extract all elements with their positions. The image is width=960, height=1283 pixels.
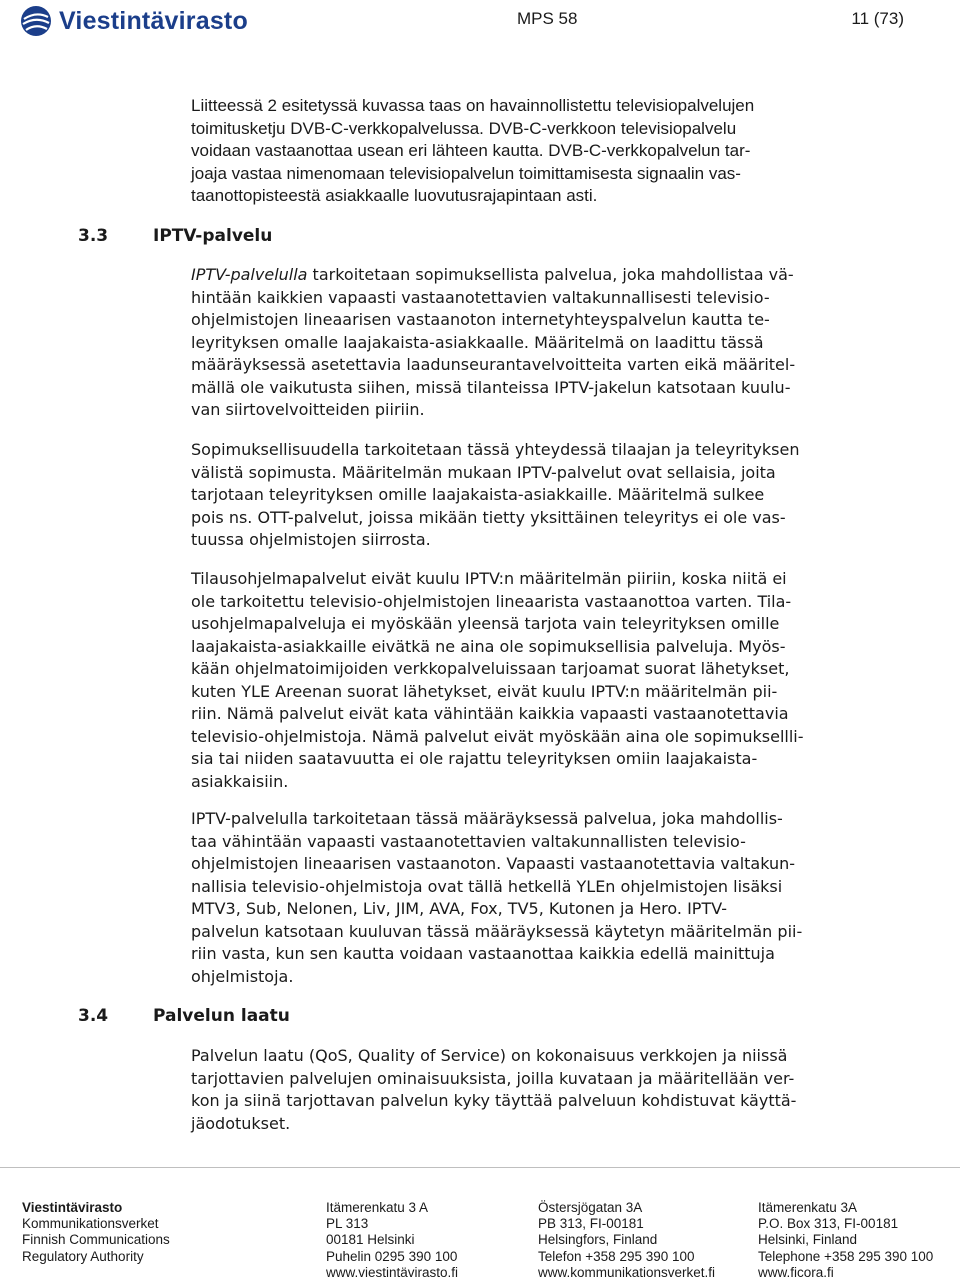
- agency-logo: [20, 5, 248, 37]
- text-line: taanottopisteestä asiakkaalle luovutusrajapintaan asti.: [191, 186, 598, 205]
- text-line: Tilausohjelmapalvelut eivät kuulu IPTV:n määritelmän piiriin, koska niitä ei: [191, 569, 787, 588]
- footer-text: Helsingfors, Finland: [538, 1232, 658, 1248]
- text-line: voidaan vastaanottaa usean eri lähteen kautta. DVB-C-verkkopalvelun tar-: [191, 141, 751, 160]
- text-line: nallisia televisio-ohjelmistoja ovat tällä hetkellä YLEn ohjelmistojen lisäksi: [191, 876, 783, 896]
- text-line: tuussa ohjelmistojen siirrosta.: [191, 530, 431, 549]
- text-line: tarjottavien palvelujen ominaisuuksista, joilla kuvataan ja määritellään ver-: [191, 1068, 795, 1088]
- iptv-definition-paragraph: [191, 264, 903, 422]
- text-line: Liitteessä 2 esitetyssä kuvassa taas on havainnollistettu televisiopalvelujen: [191, 96, 755, 115]
- text-line: hintään kaikkien vapaasti vastaanotettavien valtakunnallisesti televisio-: [191, 287, 770, 307]
- text-line: ole tarkoitettu televisio-ohjelmistojen lineaarista vastaanottoa varten. Tila-: [191, 591, 792, 611]
- text-line: joaja vastaa nimenomaan televisiopalvelun toimittamisesta signaalin vas-: [191, 163, 741, 183]
- text-line: jäodotukset.: [191, 1113, 291, 1133]
- text-line: laajakaista-asiakkaille eivätkä ne aina ole sopimuksellisia palveluja. Myös-: [191, 636, 786, 656]
- footer-text: 00181 Helsinki: [326, 1232, 415, 1248]
- section-number: 3.3: [78, 226, 109, 246]
- footer-address-en: [758, 1200, 933, 1281]
- text-line: usohjelmapalveluja ei myöskään yleensä tarjota vain teleyrityksen omille: [191, 614, 780, 633]
- footer-address-sv: [538, 1200, 715, 1281]
- on-demand-paragraph: [191, 568, 903, 793]
- defined-term: IPTV-palvelulla: [191, 265, 308, 284]
- footer-link[interactable]: www.viestintävirasto.fi: [326, 1264, 459, 1280]
- footer-text: Telephone +358 295 390 100: [758, 1248, 934, 1264]
- intro-paragraph: [191, 95, 903, 208]
- text-line: ohjelmistojen lineaarisen vastaanoton internetyhteyspalvelun kautta te-: [191, 310, 770, 329]
- text-line: määräyksessä asetettavia laadunseurantavelvoitteita varten eikä määritel-: [191, 355, 796, 374]
- footer-text: Finnish Communications: [22, 1232, 170, 1248]
- section-title: IPTV-palvelu: [153, 226, 273, 246]
- footer-text: Puhelin 0295 390 100: [326, 1248, 458, 1264]
- footer-agency-names: [22, 1200, 170, 1265]
- text-line: Sopimuksellisuudella tarkoitetaan tässä yhteydessä tilaajan ja teleyrityksen: [191, 440, 800, 459]
- footer-text: PL 313: [326, 1216, 369, 1232]
- text-line: mällä ole vaikutusta siihen, missä tilanteissa IPTV-jakelun katsotaan kuulu-: [191, 377, 791, 397]
- text-line: ohjelmistoja.: [191, 966, 294, 986]
- qos-paragraph: [191, 1045, 903, 1135]
- footer-text: P.O. Box 313, FI-00181: [758, 1216, 899, 1232]
- text-span: tarkoitetaan sopimuksellista palvelua, joka mahdollistaa vä-: [307, 265, 794, 284]
- footer-agency-name: Viestintävirasto: [22, 1200, 123, 1215]
- text-line: MTV3, Sub, Nelonen, Liv, JIM, AVA, Fox, TV5, Kutonen ja Hero. IPTV-: [191, 899, 728, 918]
- text-line: Palvelun laatu (QoS, Quality of Service) on kokonaisuus verkkojen ja niissä: [191, 1046, 788, 1065]
- text-line: asiakkaisiin.: [191, 771, 289, 791]
- text-line: taa vähintään vapaasti vastaanotettavien valtakunnallisten televisio-: [191, 831, 746, 851]
- footer-text: PB 313, FI-00181: [538, 1216, 644, 1232]
- document-id: MPS 58: [517, 9, 578, 28]
- text-line: tarjotaan teleyrityksen omille laajakaista-asiakkaille. Määritelmä sulkee: [191, 485, 765, 504]
- contractual-paragraph: [191, 439, 903, 552]
- footer-text: Östersjögatan 3A: [538, 1200, 643, 1215]
- footer-link[interactable]: www.kommunikationsverket.fi: [538, 1264, 716, 1280]
- text-line: televisio-ohjelmistoja. Nämä palvelut eivät myöskään aina ole sopimuksellli-: [191, 726, 804, 746]
- text-line: välistä sopimusta. Määritelmän mukaan IPTV-palvelut ovat sellaisia, joita: [191, 462, 776, 482]
- text-line: van siirtovelvoitteiden piiriin.: [191, 400, 425, 419]
- footer-text: Helsinki, Finland: [758, 1232, 858, 1248]
- text-line: IPTV-palvelulla tarkoitetaan tässä määräyksessä palvelua, joka mahdollis-: [191, 809, 783, 828]
- text-line: sia tai niiden saatavuutta ei ole rajattu teleyrityksen omiin laajakaista-: [191, 749, 758, 768]
- footer-link[interactable]: www.ficora.fi: [758, 1264, 834, 1280]
- section-number: 3.4: [78, 1006, 109, 1026]
- text-line: pois ns. OTT-palvelut, joissa mikään tietty yksittäinen teleyritys ei ole vas-: [191, 507, 786, 527]
- footer-text: Regulatory Authority: [22, 1248, 144, 1264]
- text-line: toimitusketju DVB-C-verkkopalvelussa. DVB-C-verkkoon televisiopalvelu: [191, 118, 737, 138]
- text-line: palvelun katsotaan kuuluvan tässä määräyksessä käytetyn määritelmän pii-: [191, 921, 803, 941]
- text-line: kään ohjelmatoimijoiden verkkopalveluissaan tarjoamat suorat lähetykset,: [191, 659, 790, 678]
- page-number: 11 (73): [851, 9, 904, 28]
- globe-logo-icon: [20, 5, 52, 37]
- section-title: Palvelun laatu: [153, 1006, 290, 1026]
- text-line: riin vasta, kun sen kautta voidaan vastaanottaa kaikkia edellä mainittuja: [191, 944, 775, 963]
- footer-divider: [0, 1167, 960, 1168]
- text-line: ohjelmistojen lineaarisen vastaanoton. Vapaasti vastaanotettavia valtakun-: [191, 854, 796, 873]
- footer-text: Itämerenkatu 3 A: [326, 1200, 429, 1215]
- regulation-scope-paragraph: [191, 808, 903, 988]
- footer-text: Telefon +358 295 390 100: [538, 1248, 695, 1264]
- footer-text: Kommunikationsverket: [22, 1216, 159, 1232]
- page-header: [0, 0, 960, 44]
- footer-address-fi: [326, 1200, 458, 1281]
- footer-text: Itämerenkatu 3A: [758, 1200, 858, 1215]
- text-line: leyrityksen omalle laajakaista-asiakkaalle. Määritelmä on laadittu tässä: [191, 332, 764, 352]
- text-line: [191, 264, 903, 287]
- text-line: riin. Nämä palvelut eivät kata vähintään kaikkia vapaasti vastaanotettavia: [191, 704, 789, 723]
- text-line: kuten YLE Areenan suorat lähetykset, eivät kuulu IPTV:n määritelmän pii-: [191, 681, 778, 701]
- logo-text: Viestintävirasto: [59, 6, 248, 35]
- text-line: kon ja siinä tarjottavan palvelun kyky täyttää palveluun kohdistuvat käyttä-: [191, 1091, 797, 1110]
